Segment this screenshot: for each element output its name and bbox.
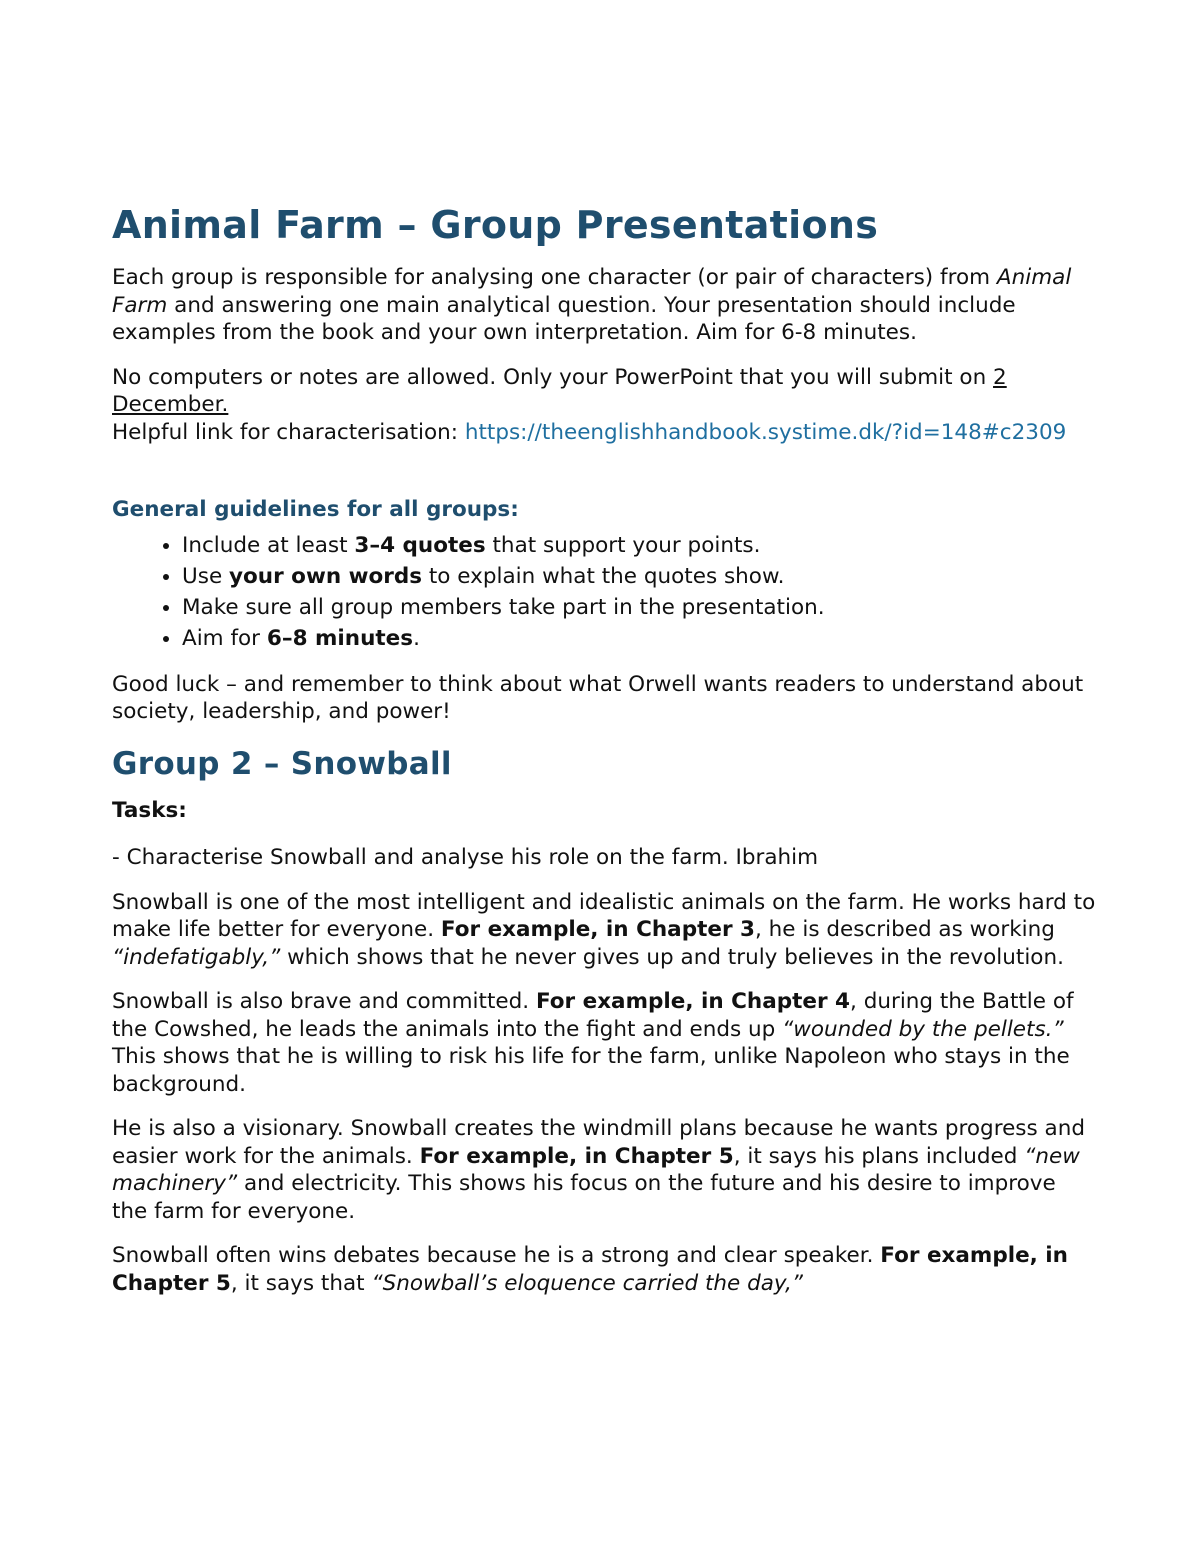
guideline-text: Aim for <box>182 625 267 651</box>
para-text: Snowball is also brave and committed. <box>112 989 536 1014</box>
para-example: For example, in Chapter 5 <box>419 1143 734 1169</box>
rules-text: No computers or notes are allowed. Only your PowerPoint that you will submit on <box>112 364 994 390</box>
guideline-item <box>182 530 1097 561</box>
intro-book-title: Animal Farm <box>112 265 1072 318</box>
group-heading: Group 2 – Snowball <box>112 745 452 782</box>
para-text: Snowball often wins debates because he is a strong and clear speaker. <box>112 1243 881 1268</box>
intro-text-2: and answering one main analytical question. Your presentation should include examples from the book and your own interpretation. Aim for 6-8 minutes. <box>112 292 1016 345</box>
guideline-text: . <box>413 625 420 651</box>
closing-paragraph: Good luck – and remember to think about what Orwell wants readers to understand about society, leadership, and power! <box>112 671 1084 724</box>
para-example: For example, in Chapter 4 <box>535 989 851 1014</box>
para-text: , he is described as working <box>755 917 1055 942</box>
guideline-item <box>182 592 1097 623</box>
characterisation-link[interactable]: https://theenglishhandbook.systime.dk/?id=148#c2309 <box>464 419 1067 445</box>
guideline-text: to explain what the quotes show. <box>422 563 785 589</box>
tasks-label: Tasks: <box>112 797 187 823</box>
para-quote: “indefatigably,” <box>112 944 281 970</box>
para-text: and electricity. This shows his focus on the future and his desire to improve the farm for everyone. <box>112 1171 1056 1224</box>
document-page <box>112 200 1097 1314</box>
guideline-text: Make sure all group members take part in the presentation. <box>182 594 825 620</box>
link-paragraph <box>112 419 1097 447</box>
guidelines-list <box>112 530 1097 654</box>
para-text: , during the Battle of the Cowshed, he leads the animals into the fight and ends up <box>112 989 1074 1042</box>
body-paragraph-2 <box>112 988 1097 1098</box>
para-text: , it says his plans included <box>733 1143 1025 1169</box>
guideline-bold: 3–4 quotes <box>354 532 486 558</box>
guideline-text: Include at least <box>182 532 355 558</box>
guideline-bold: your own words <box>229 563 423 589</box>
intro-paragraph <box>112 264 1097 347</box>
body-paragraph-1 <box>112 889 1097 972</box>
task-line: - Characterise Snowball and analyse his role on the farm. Ibrahim <box>112 845 819 870</box>
para-quote: “wounded by the pellets.” <box>782 1016 1064 1042</box>
guideline-text: Use <box>182 563 229 589</box>
para-quote: “new machinery” <box>112 1143 1080 1196</box>
para-text: which shows that he never gives up and truly believes in the revolution. <box>280 944 1064 970</box>
link-label: Helpful link for characterisation: <box>112 419 465 445</box>
para-text: This shows that he is willing to risk his life for the farm, unlike Napoleon who stays in the background. <box>112 1044 1070 1097</box>
para-text: Snowball is one of the most intelligent and idealistic animals on the farm. He works hard to make life better for everyone. <box>112 889 1096 942</box>
para-text: , it says that <box>230 1270 372 1296</box>
guideline-item <box>182 561 1097 592</box>
rules-paragraph <box>112 364 1097 419</box>
body-paragraph-4 <box>112 1242 1097 1297</box>
guideline-bold: 6–8 minutes <box>266 625 414 651</box>
para-quote: “Snowball’s eloquence carried the day,” <box>371 1270 803 1296</box>
submission-date: 2 December. <box>112 364 1007 417</box>
guideline-item <box>182 623 1097 654</box>
guidelines-heading: General guidelines for all groups: <box>112 497 519 522</box>
para-example: For example, in Chapter 3 <box>440 917 755 942</box>
body-paragraph-3 <box>112 1115 1097 1225</box>
page-title: Animal Farm – Group Presentations <box>112 203 879 247</box>
para-text: He is also a visionary. Snowball creates the windmill plans because he wants progress and easier work for the animals. <box>112 1116 1085 1169</box>
guideline-text: that support your points. <box>485 532 761 558</box>
para-example: For example, in Chapter 5 <box>112 1243 1068 1296</box>
intro-text-1: Each group is responsible for analysing one character (or pair of characters) from <box>112 265 997 290</box>
